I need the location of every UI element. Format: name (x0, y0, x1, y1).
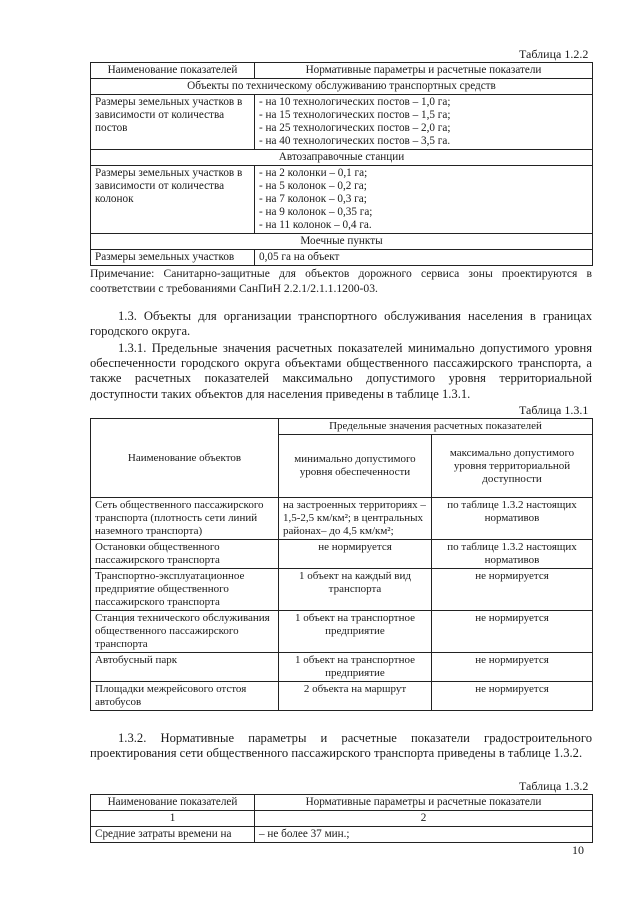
table-cell: Станция технического обслуживания общественного пассажирского транспорта (91, 611, 279, 653)
table-cell (255, 166, 593, 234)
table-row (91, 653, 593, 682)
table-section-row: Объекты по техническому обслуживанию транспортных средств (91, 79, 593, 95)
table-header-cell: Нормативные параметры и расчетные показатели (255, 63, 593, 79)
table-row (91, 611, 593, 653)
table-caption: Таблица 1.2.2 (519, 47, 589, 61)
table-row (91, 682, 593, 711)
table-note: Примечание: Санитарно-защитные для объектов дорожного сервиса зоны проектируются в соответствии с требованиями СанПиН 2.2.1/2.1.1.1200-03. (90, 267, 592, 295)
list-item: - на 9 колонок – 0,35 га; (259, 206, 373, 218)
page-number: 10 (572, 843, 584, 857)
column-number-cell: 2 (255, 811, 593, 827)
table-cell: Транспортно-эксплуатационное предприятие общественного пассажирского транспорта (91, 569, 279, 611)
table-cell: Размеры земельных участков в зависимости от количества постов (91, 95, 255, 150)
table-1-3-1 (90, 418, 593, 711)
table-cell: Размеры земельных участков (91, 250, 255, 266)
table-cell: 0,05 га на объект (255, 250, 593, 266)
table-cell (255, 95, 593, 150)
section-title: 1.3. Объекты для организации транспортного обслуживания населения в границах городского округа. (90, 309, 592, 339)
table-header-cell: минимально допустимого уровня обеспеченности (279, 435, 432, 498)
list-item: - на 10 технологических постов – 1,0 га; (259, 96, 451, 108)
table-cell: Размеры земельных участков в зависимости от количества колонок (91, 166, 255, 234)
table-cell: Автобусный парк (91, 653, 279, 682)
table-1-3-2 (90, 794, 593, 843)
table-cell: Остановки общественного пассажирского транспорта (91, 540, 279, 569)
table-row (91, 540, 593, 569)
table-row (91, 827, 593, 843)
table-header-cell: Предельные значения расчетных показателей (279, 419, 593, 435)
table-cell: не нормируется (432, 682, 593, 711)
table-section-row: Моечные пункты (91, 234, 593, 250)
table-cell: Средние затраты времени на (91, 827, 255, 843)
list-item: - на 15 технологических постов – 1,5 га; (259, 109, 451, 121)
table-caption: Таблица 1.3.1 (519, 403, 589, 417)
paragraph-1-3-1: 1.3.1. Предельные значения расчетных показателей минимально допустимого уровня обеспеченности городского округа объектами общественного пассажирского транспорта, а также расчетных показателей максимально допустимого уровня территориальной доступности таких объектов для населения приведены в таблице 1.3.1. (90, 341, 592, 401)
table-header-cell: Наименование показателей (91, 795, 255, 811)
table-row (91, 498, 593, 540)
table-header-cell: Наименование объектов (91, 419, 279, 498)
table-cell: не нормируется (432, 611, 593, 653)
table-cell: по таблице 1.3.2 настоящих нормативов (432, 498, 593, 540)
table-cell: – не более 37 мин.; (255, 827, 593, 843)
table-cell: не нормируется (279, 540, 432, 569)
table-cell: не нормируется (432, 569, 593, 611)
table-cell: 1 объект на транспортное предприятие (279, 653, 432, 682)
list-item: - на 40 технологических постов – 3,5 га. (259, 135, 451, 147)
list-item: - на 7 колонок – 0,3 га; (259, 193, 367, 205)
table-cell: 1 объект на каждый вид транспорта (279, 569, 432, 611)
list-item: - на 25 технологических постов – 2,0 га; (259, 122, 451, 134)
table-cell: Сеть общественного пассажирского транспорта (плотность сети линий наземного транспорта) (91, 498, 279, 540)
table-header-cell: максимально допустимого уровня территориальной доступности (432, 435, 593, 498)
table-cell: 2 объекта на маршрут (279, 682, 432, 711)
table-header-cell: Нормативные параметры и расчетные показатели (255, 795, 593, 811)
paragraph-1-3-2: 1.3.2. Нормативные параметры и расчетные показатели градостроительного проектирования сети общественного пассажирского транспорта приведены в таблице 1.3.2. (90, 731, 592, 761)
table-row (91, 569, 593, 611)
table-section-row: Автозаправочные станции (91, 150, 593, 166)
table-cell: по таблице 1.3.2 настоящих нормативов (432, 540, 593, 569)
table-cell: 1 объект на транспортное предприятие (279, 611, 432, 653)
list-item: - на 2 колонки – 0,1 га; (259, 167, 368, 179)
table-cell: не нормируется (432, 653, 593, 682)
table-caption: Таблица 1.3.2 (519, 779, 589, 793)
table-header-cell: Наименование показателей (91, 63, 255, 79)
column-number-cell: 1 (91, 811, 255, 827)
table-cell: Площадки межрейсового отстоя автобусов (91, 682, 279, 711)
table-1-2-2 (90, 62, 593, 266)
list-item: - на 11 колонок – 0,4 га. (259, 219, 372, 231)
table-cell: на застроенных территориях – 1,5-2,5 км/км²; в центральных районах– до 4,5 км/км²; (279, 498, 432, 540)
list-item: - на 5 колонок – 0,2 га; (259, 180, 367, 192)
